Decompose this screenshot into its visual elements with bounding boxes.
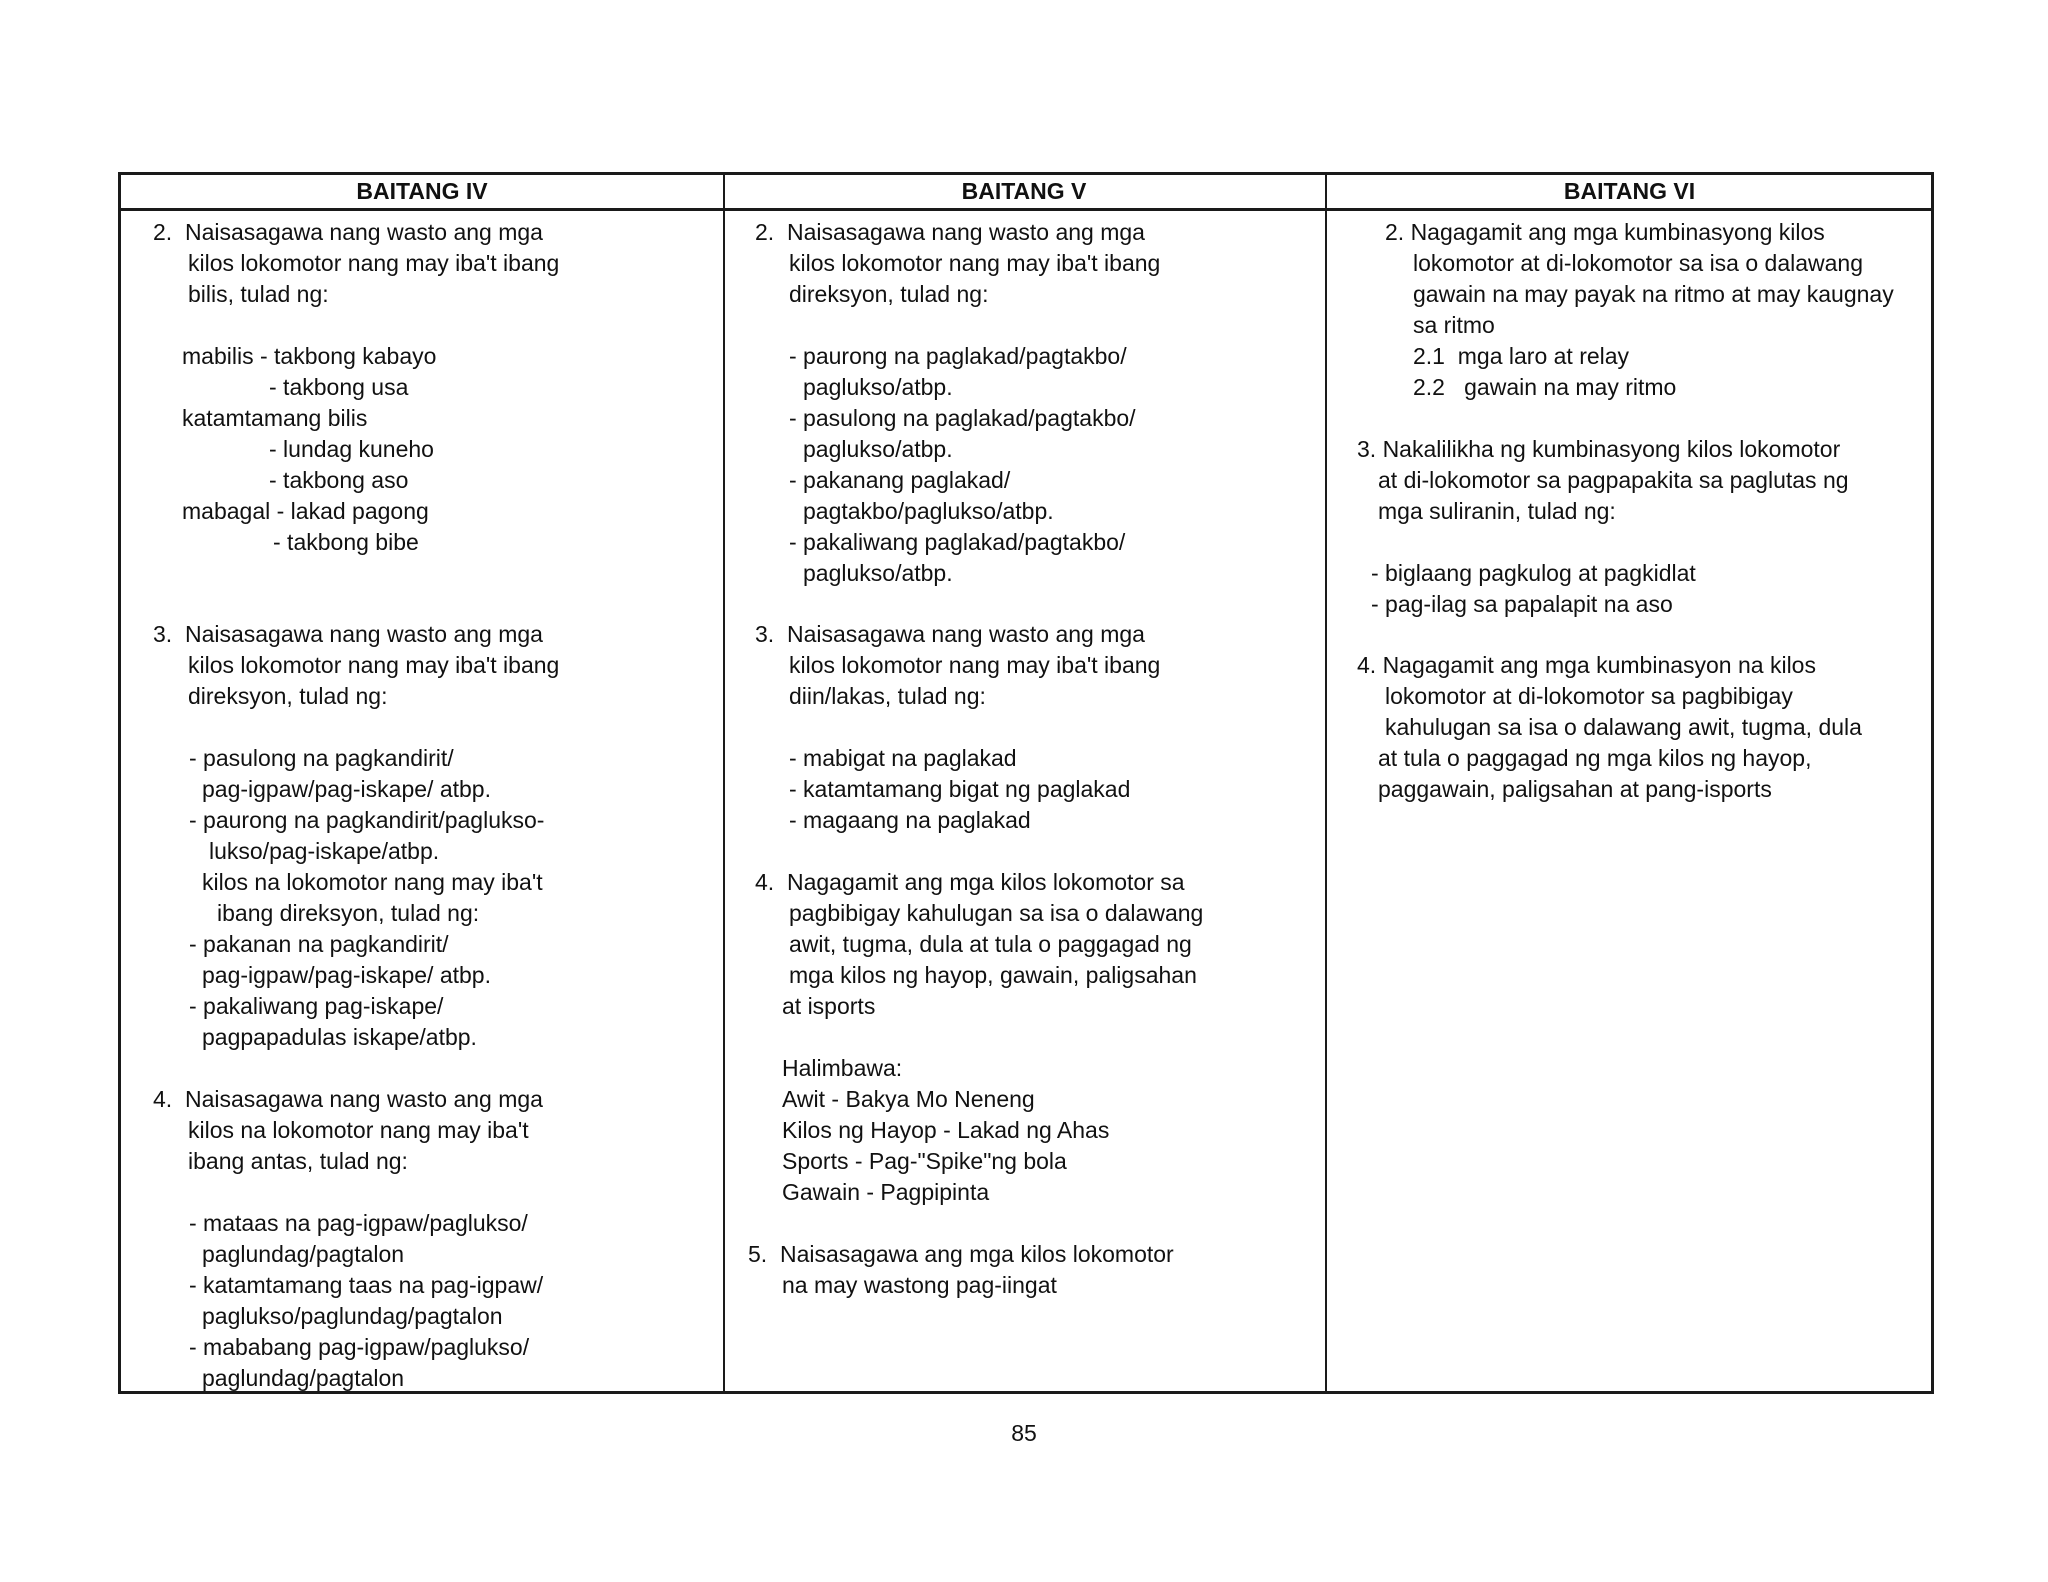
text-line: 4. Nagagamit ang mga kilos lokomotor sa	[755, 869, 1185, 895]
text-line: Kilos ng Hayop - Lakad ng Ahas	[782, 1117, 1110, 1143]
text-line: - pag-ilag sa papalapit na aso	[1371, 591, 1673, 617]
column-header-baitang-v: BAITANG V	[961, 178, 1087, 204]
text-line: direksyon, tulad ng:	[188, 683, 388, 709]
text-line: - magaang na paglakad	[789, 807, 1031, 833]
text-line: direksyon, tulad ng:	[789, 281, 989, 307]
text-line: katamtamang bilis	[182, 405, 368, 431]
text-line: - mataas na pag-igpaw/paglukso/	[189, 1210, 528, 1236]
text-line: kahulugan sa isa o dalawang awit, tugma, dula	[1385, 714, 1862, 740]
text-line: lokomotor at di-lokomotor sa isa o dalawang	[1413, 250, 1864, 276]
column-header-baitang-iv: BAITANG IV	[356, 178, 488, 204]
text-line: ibang direksyon, tulad ng:	[217, 900, 480, 926]
curriculum-table	[118, 172, 1934, 1394]
text-line: paglukso/atbp.	[803, 374, 953, 400]
text-line: paglundag/pagtalon	[202, 1241, 405, 1267]
text-line: - mababang pag-igpaw/paglukso/	[189, 1334, 530, 1360]
column-header-baitang-vi: BAITANG VI	[1563, 178, 1696, 204]
text-line: 2. Naisasagawa nang wasto ang mga	[153, 219, 543, 245]
text-line: Sports - Pag-"Spike"ng bola	[782, 1148, 1067, 1174]
page-number: 85	[1011, 1420, 1037, 1446]
text-line: - katamtamang taas na pag-igpaw/	[189, 1272, 544, 1298]
text-line: pag-igpaw/pag-iskape/ atbp.	[202, 962, 491, 988]
text-line: mabilis - takbong kabayo	[182, 343, 437, 369]
text-line: 3. Naisasagawa nang wasto ang mga	[755, 621, 1145, 647]
text-line: kilos lokomotor nang may iba't ibang	[188, 250, 560, 276]
text-line: at isports	[782, 993, 876, 1019]
text-line: 2. Naisasagawa nang wasto ang mga	[755, 219, 1145, 245]
text-line: - biglaang pagkulog at pagkidlat	[1371, 560, 1696, 586]
text-line: - pakanang paglakad/	[789, 467, 1011, 493]
text-line: - mabigat na paglakad	[789, 745, 1017, 771]
text-line: - pakanan na pagkandirit/	[189, 931, 449, 957]
text-line: - takbong aso	[269, 467, 409, 493]
text-line: - pakaliwang paglakad/pagtakbo/	[789, 529, 1126, 555]
text-line: lukso/pag-iskape/atbp.	[209, 838, 440, 864]
text-line: pag-igpaw/pag-iskape/ atbp.	[202, 776, 491, 802]
text-line: paglukso/atbp.	[803, 436, 953, 462]
text-line: mga kilos ng hayop, gawain, paligsahan	[789, 962, 1197, 988]
text-line: paglukso/paglundag/pagtalon	[202, 1303, 503, 1329]
text-line: pagbibigay kahulugan sa isa o dalawang	[789, 900, 1204, 926]
text-line: - takbong usa	[269, 374, 409, 400]
text-line: kilos lokomotor nang may iba't ibang	[789, 250, 1161, 276]
text-line: pagpapadulas iskape/atbp.	[202, 1024, 477, 1050]
text-line: - lundag kuneho	[269, 436, 434, 462]
column-divider	[723, 175, 725, 1391]
text-line: lokomotor at di-lokomotor sa pagbibigay	[1385, 683, 1793, 709]
text-line: - pakaliwang pag-iskape/	[189, 993, 444, 1019]
text-line: - paurong na paglakad/pagtakbo/	[789, 343, 1127, 369]
text-line: 4. Naisasagawa nang wasto ang mga	[153, 1086, 543, 1112]
text-line: pagtakbo/paglukso/atbp.	[803, 498, 1054, 524]
text-line: sa ritmo	[1413, 312, 1495, 338]
text-line: paglukso/atbp.	[803, 560, 953, 586]
text-line: Halimbawa:	[782, 1055, 903, 1081]
text-line: gawain na may payak na ritmo at may kaugnay	[1413, 281, 1894, 307]
text-line: kilos lokomotor nang may iba't ibang	[188, 652, 560, 678]
text-line: at tula o paggagad ng mga kilos ng hayop,	[1378, 745, 1812, 771]
table-header-row	[121, 175, 1931, 211]
text-line: kilos na lokomotor nang may iba't	[188, 1117, 529, 1143]
text-line: 2. Nagagamit ang mga kumbinasyong kilos	[1385, 219, 1825, 245]
text-line: kilos na lokomotor nang may iba't	[202, 869, 543, 895]
text-line: paggawain, paligsahan at pang-isports	[1378, 776, 1772, 802]
text-line: - katamtamang bigat ng paglakad	[789, 776, 1131, 802]
text-line: 3. Nakalilikha ng kumbinasyong kilos lokomotor	[1357, 436, 1841, 462]
text-line: - paurong na pagkandirit/paglukso-	[189, 807, 545, 833]
text-line: diin/lakas, tulad ng:	[789, 683, 986, 709]
text-line: na may wastong pag-iingat	[782, 1272, 1057, 1298]
text-line: at di-lokomotor sa pagpapakita sa paglutas ng	[1378, 467, 1849, 493]
text-line: paglundag/pagtalon	[202, 1365, 405, 1391]
text-line: ibang antas, tulad ng:	[188, 1148, 408, 1174]
text-line: - pasulong na pagkandirit/	[189, 745, 454, 771]
text-line: 2.2 gawain na may ritmo	[1413, 374, 1677, 400]
column-divider	[1325, 175, 1327, 1391]
text-line: 2.1 mga laro at relay	[1413, 343, 1630, 369]
text-line: Awit - Bakya Mo Neneng	[782, 1086, 1035, 1112]
text-line: mga suliranin, tulad ng:	[1378, 498, 1616, 524]
text-line: - pasulong na paglakad/pagtakbo/	[789, 405, 1136, 431]
text-line: kilos lokomotor nang may iba't ibang	[789, 652, 1161, 678]
text-line: Gawain - Pagpipinta	[782, 1179, 990, 1205]
text-line: bilis, tulad ng:	[188, 281, 329, 307]
text-line: 4. Nagagamit ang mga kumbinasyon na kilos	[1357, 652, 1816, 678]
text-line: - takbong bibe	[273, 529, 419, 555]
text-line: 5. Naisasagawa ang mga kilos lokomotor	[748, 1241, 1174, 1267]
text-line: awit, tugma, dula at tula o paggagad ng	[789, 931, 1192, 957]
text-line: mabagal - lakad pagong	[182, 498, 429, 524]
text-line: 3. Naisasagawa nang wasto ang mga	[153, 621, 543, 647]
